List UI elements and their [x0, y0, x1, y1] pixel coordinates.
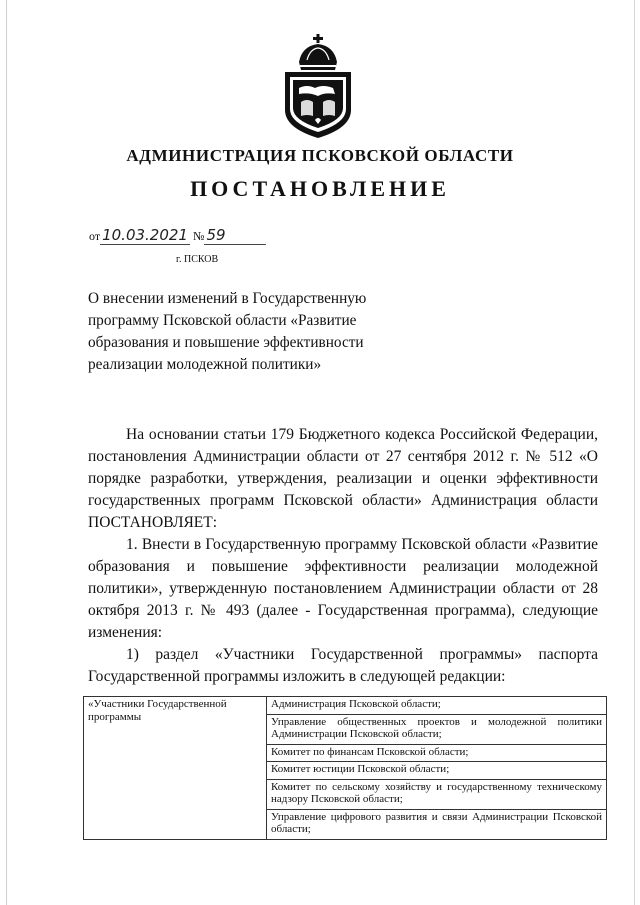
table-cell: Администрация Псковской области;	[267, 697, 607, 715]
document-date: 10.03.2021	[102, 226, 188, 244]
table-cell: Управление общественных проектов и молодежной политики Администрации Псковской области;	[267, 714, 607, 744]
body-paragraph: 1) раздел «Участники Государственной программы» паспорта Государственной программы изложить в следующей редакции:	[88, 646, 598, 685]
organization-title: АДМИНИСТРАЦИЯ ПСКОВСКОЙ ОБЛАСТИ	[126, 146, 514, 165]
scan-edge-right	[634, 0, 635, 905]
document-subject: О внесении изменений в Государственную программу Псковской области «Развитие образования и повышение эффективности реализации молодежной политики»	[88, 290, 367, 373]
pskov-coat-of-arms-icon	[277, 32, 359, 140]
document-number: 59	[206, 226, 226, 244]
body-paragraph: 1. Внести в Государственную программу Псковской области «Развитие образования и повышение эффективности реализации молодежной политики», утвержденную постановлением Администрации области от 28 октября 2013 г. № 493 (далее - Государственная программа), следующие изменения:	[88, 536, 598, 641]
table-row	[84, 697, 607, 715]
date-number-line	[89, 226, 266, 245]
table-cell: Управление цифрового развития и связи Администрации Псковской области;	[267, 809, 607, 839]
table-label-cell: «Участники Государственной программы	[84, 697, 267, 840]
date-prefix: от	[89, 229, 101, 243]
city-label: г. ПСКОВ	[176, 254, 219, 265]
document-type-title: ПОСТАНОВЛЕНИЕ	[190, 176, 450, 201]
body-paragraph: На основании статьи 179 Бюджетного кодекса Российской Федерации, постановления Администрации области от 27 сентября 2012 г. № 512 «О порядке разработки, утверждения, реализации и оценки эффективности государственных программ Псковской области» Администрация области ПОСТАНОВЛЯЕТ:	[88, 426, 598, 531]
scan-edge-left	[6, 0, 7, 905]
participants-table	[83, 696, 607, 840]
table-cell: Комитет по финансам Псковской области;	[267, 744, 607, 762]
number-sign: №	[192, 229, 205, 243]
table-cell: Комитет юстиции Псковской области;	[267, 762, 607, 780]
document-body	[88, 424, 598, 688]
table-cell: Комитет по сельскому хозяйству и государственному техническому надзору Псковской области;	[267, 779, 607, 809]
